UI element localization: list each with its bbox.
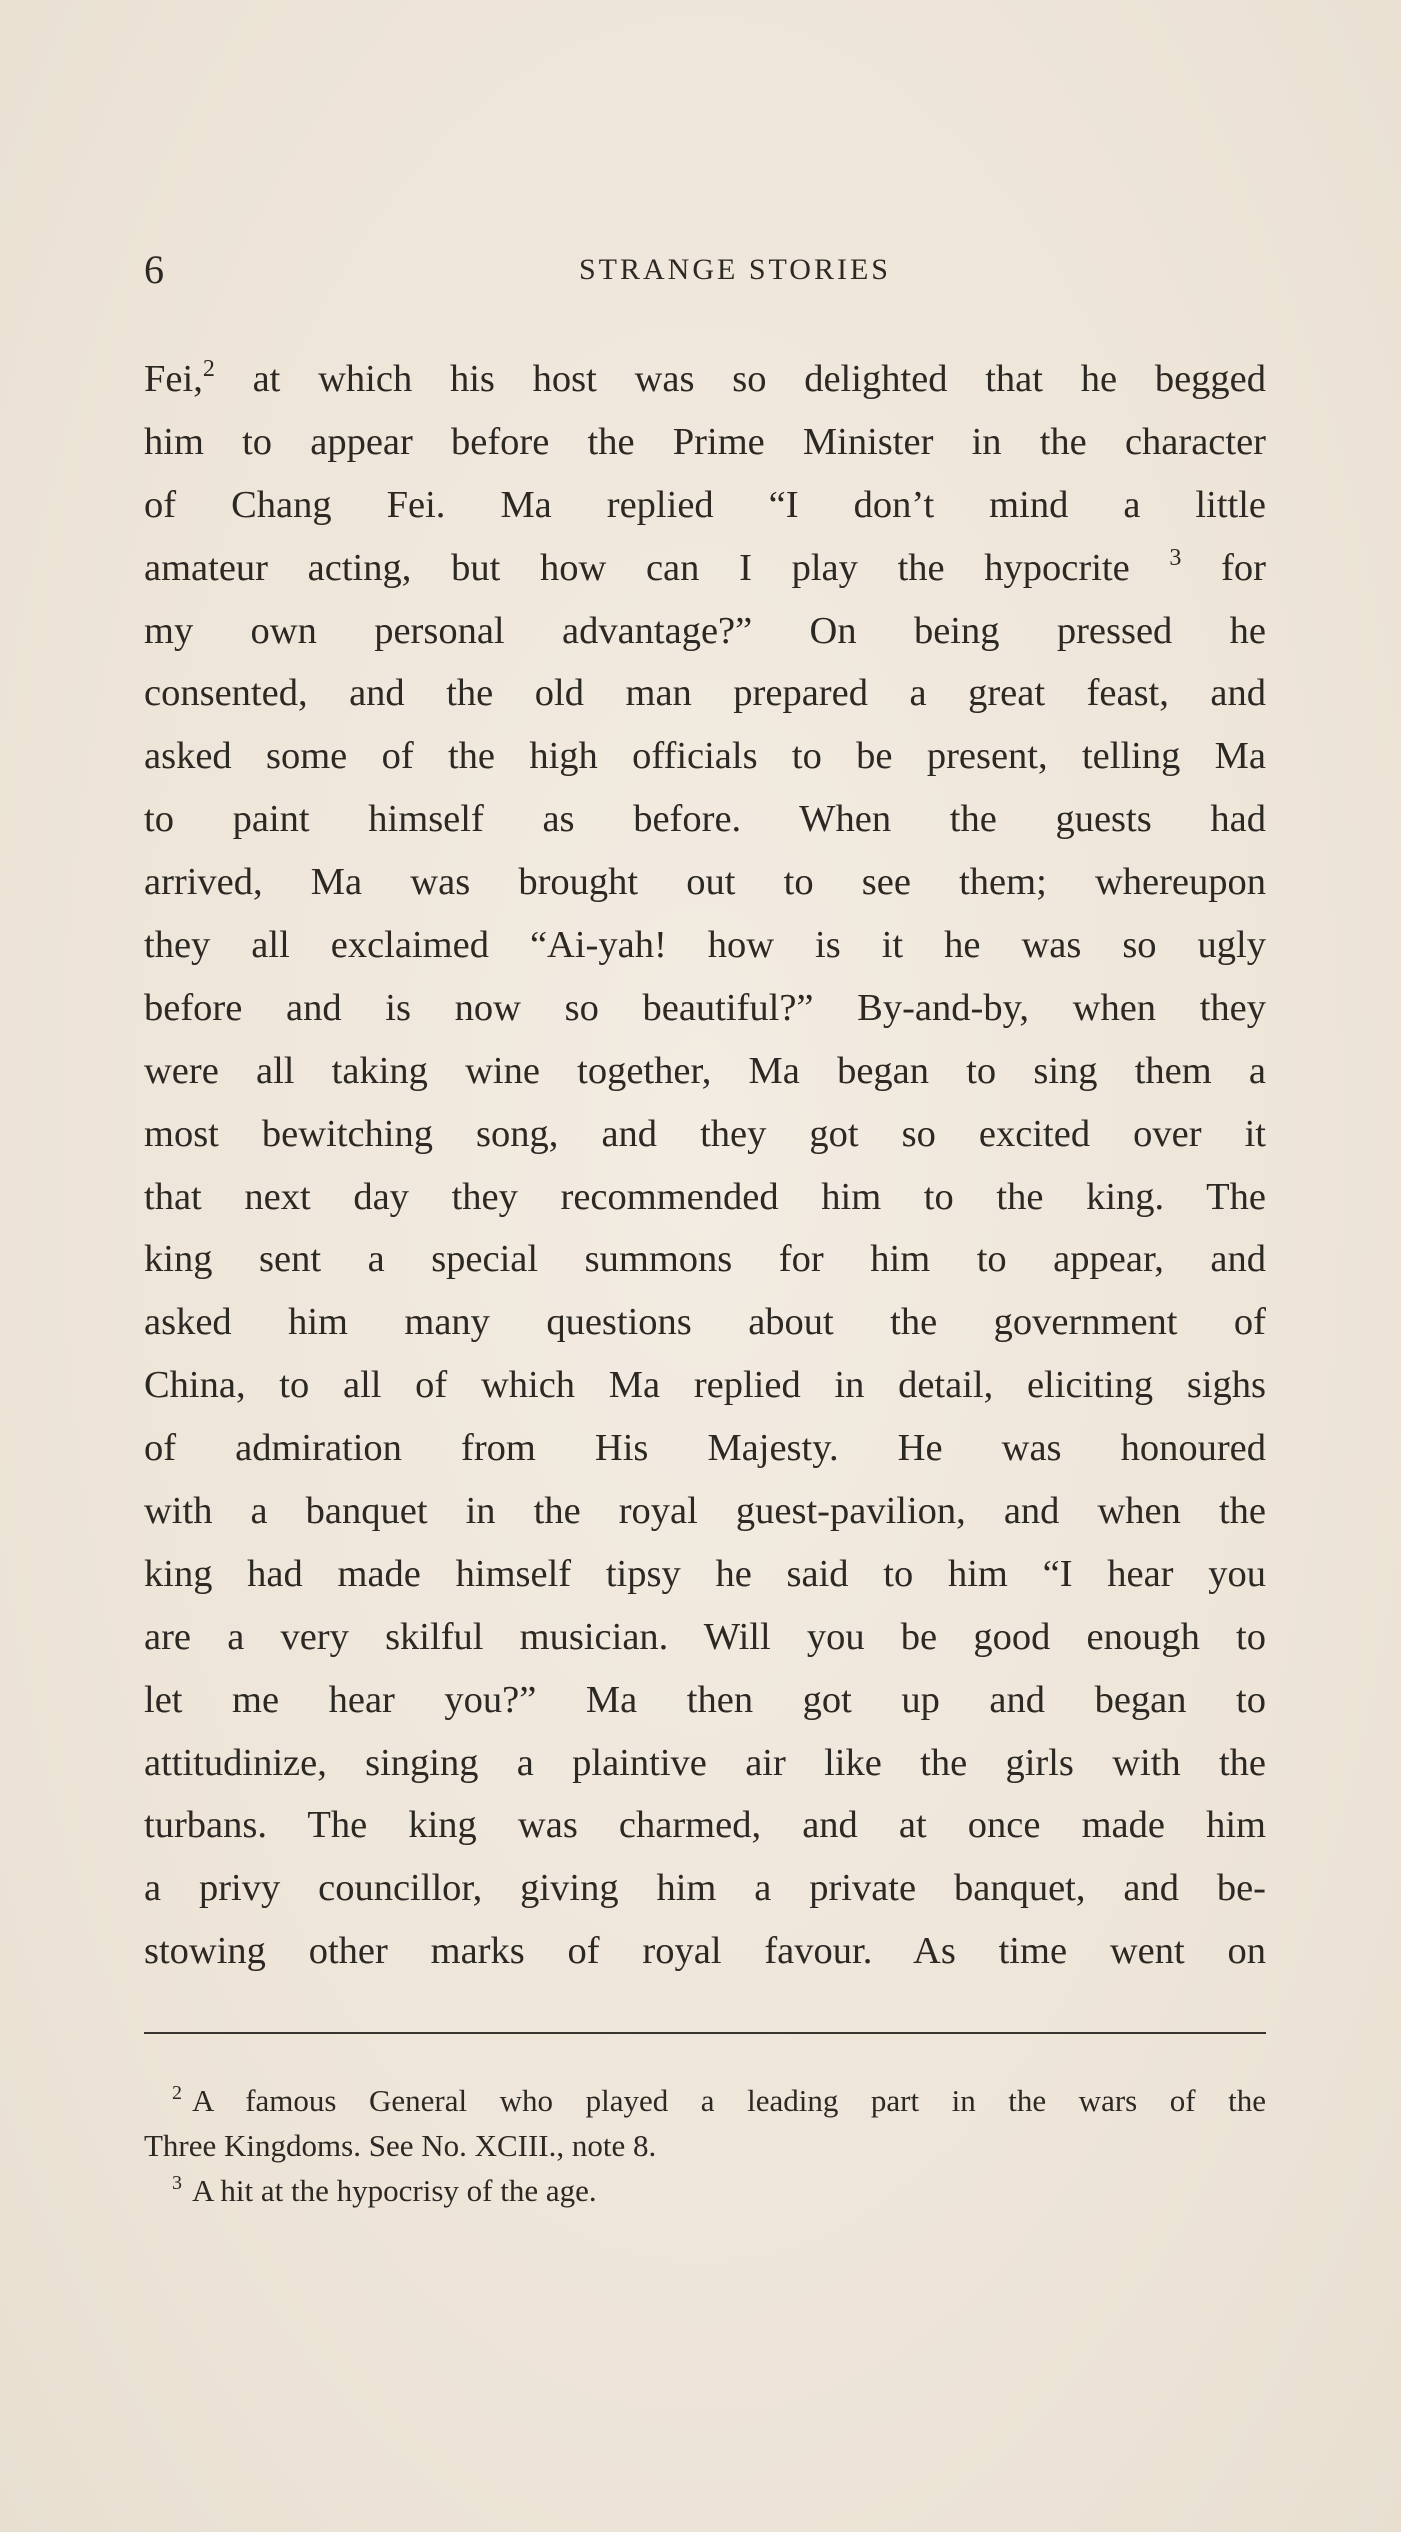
text-line: king sent a special summons for him to appear, and <box>144 1238 1266 1281</box>
footnotes <box>144 2078 1266 2213</box>
footnote-2: $^2$ A famous General who played a leading part in the wars of the <box>172 2082 1266 2118</box>
text-line: most bewitching song, and they got so excited over it <box>144 1112 1266 1155</box>
text-line: consented, and the old man prepared a great feast, and <box>144 672 1266 715</box>
text-line: of Chang Fei. Ma replied “I don’t mind a little <box>144 483 1266 526</box>
text-line: attitudinize, singing a plaintive air like the girls with the <box>144 1741 1266 1784</box>
footnote-ref: 2 <box>202 356 215 382</box>
text-line: before and is now so beautiful?” By-and-by, when they <box>144 986 1266 1029</box>
footnote-number: 3 <box>172 2172 182 2194</box>
body-text <box>144 348 1266 1983</box>
text-line: they all exclaimed “Ai-yah! how is it he was so ugly <box>144 924 1266 967</box>
footnote-3: $^3$ A hit at the hypocrisy of the age. <box>172 2172 597 2208</box>
text-line: of admiration from His Majesty. He was honoured <box>144 1427 1266 1470</box>
footnote-divider <box>144 2032 1266 2034</box>
text-line: asked him many questions about the government of <box>144 1301 1266 1344</box>
text-line: let me hear you?” Ma then got up and began to <box>144 1678 1266 1721</box>
text-line: Fei,$^2$ at which his host was so delighted that he begged <box>144 356 1266 400</box>
footnote-number: 2 <box>172 2082 182 2104</box>
text-line: are a very skilful musician. Will you be good enough to <box>144 1615 1266 1658</box>
text-line: that next day they recommended him to the king. The <box>144 1175 1266 1218</box>
text-line: to paint himself as before. When the guests had <box>144 798 1266 841</box>
text-line: turbans. The king was charmed, and at once made him <box>144 1804 1266 1847</box>
text-line: my own personal advantage?” On being pressed he <box>144 609 1266 652</box>
text-line: arrived, Ma was brought out to see them; whereupon <box>144 861 1266 904</box>
page-number: 6 <box>144 247 164 292</box>
text-line: king had made himself tipsy he said to him “I hear you <box>144 1552 1266 1595</box>
text-line: stowing other marks of royal favour. As time went on <box>144 1930 1266 1973</box>
footnote-2-continued: Three Kingdoms. See No. XCIII., note 8. <box>144 2128 657 2163</box>
text-line: asked some of the high officials to be present, telling Ma <box>144 735 1266 778</box>
footnote-ref: 3 <box>1169 544 1182 571</box>
text-line: were all taking wine together, Ma began to sing them a <box>144 1049 1266 1092</box>
text-line: him to appear before the Prime Minister in the character <box>144 420 1266 463</box>
text-line: with a banquet in the royal guest-pavilion, and when the <box>144 1490 1266 1533</box>
text-line: China, to all of which Ma replied in detail, eliciting sighs <box>144 1364 1266 1407</box>
text-line: a privy councillor, giving him a private banquet, and be- <box>144 1867 1266 1910</box>
page-header <box>144 240 1266 300</box>
text-line: amateur acting, but how can I play the hypocrite $^3$ for <box>144 544 1266 589</box>
running-title: STRANGE STORIES <box>579 253 891 286</box>
